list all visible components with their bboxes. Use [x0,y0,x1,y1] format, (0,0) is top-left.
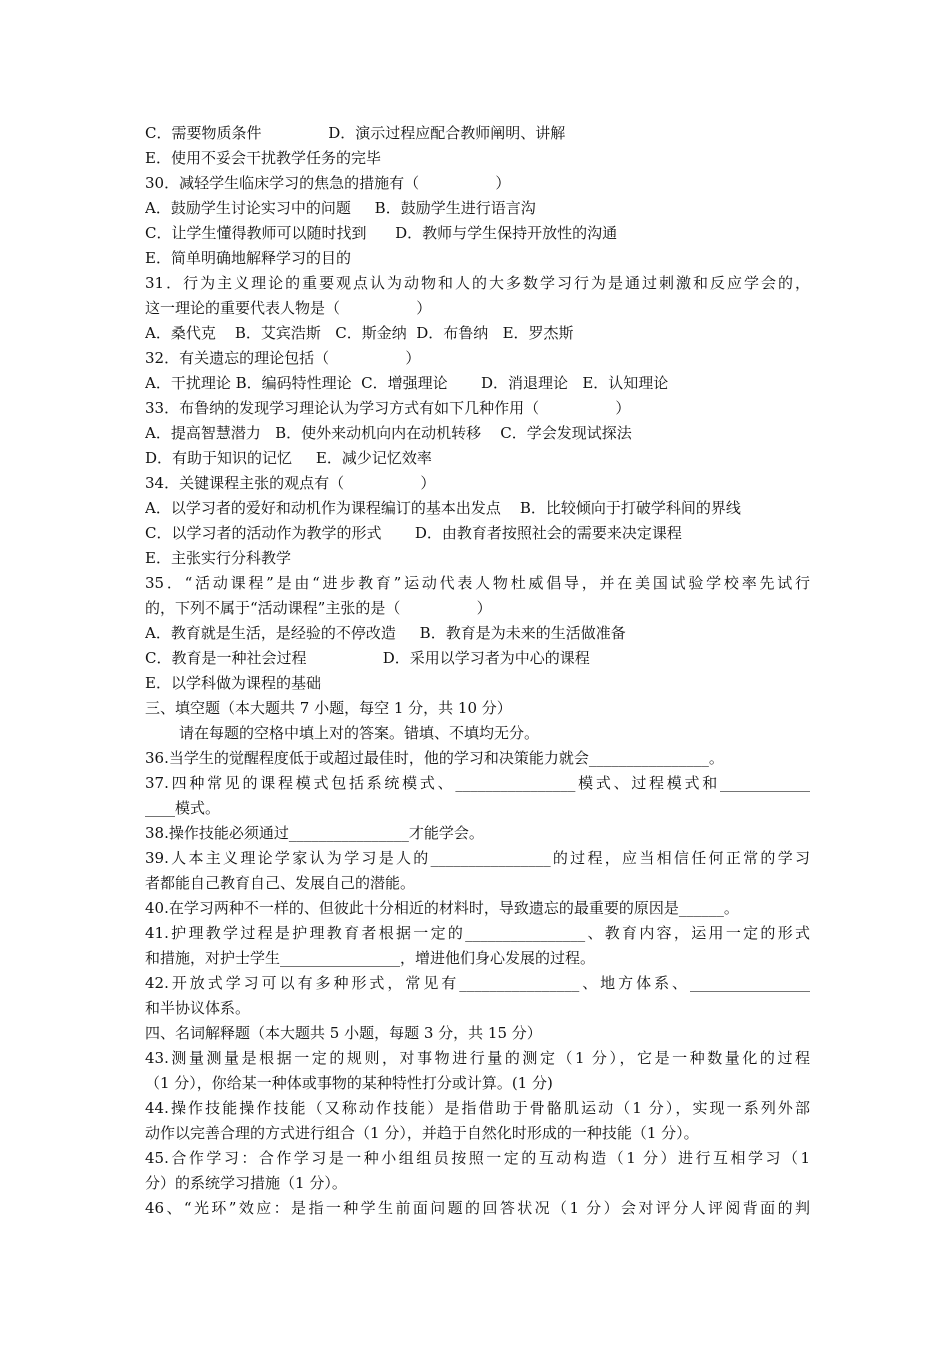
option-line-29-cd: C．需要物质条件 D．演示过程应配合教师阐明、讲解 [145,124,566,142]
question-36: 36.当学生的觉醒程度低于或超过最佳时，他的学习和决策能力就会________________。 [145,749,724,767]
question-41: 41.护理教学过程是护理教育者根据一定的________________、教育内容，运用一定的形式 [145,924,810,942]
question-33: 33．布鲁纳的发现学习理论认为学习方式有如下几种作用（ ） [145,399,631,417]
option-line-29-e: E．使用不妥会干扰教学任务的完毕 [145,149,381,167]
question-37-cont: ____模式。 [145,799,221,817]
option-line-31: A．桑代克 B．艾宾浩斯 C．斯金纳 D．布鲁纳 E．罗杰斯 [145,324,574,342]
question-39-cont: 者都能自己教育自己、发展自己的潜能。 [145,874,416,892]
answer-44: 44.操作技能操作技能（又称动作技能）是指借助于骨骼肌运动（1 分），实现一系列外部 [145,1099,810,1117]
question-35-cont: 的，下列不属于“活动课程”主张的是（ ） [145,599,492,617]
question-42: 42.开放式学习可以有多种形式，常见有________________、地方体系、________________ [145,974,810,992]
question-34: 34．关键课程主张的观点有（ ） [145,474,436,492]
question-39: 39.人本主义理论学家认为学习是人的________________的过程，应当相信任何正常的学习 [145,849,810,867]
answer-44-cont: 动作以完善合理的方式进行组合（1 分），并趋于自然化时形成的一种技能（1 分）。 [145,1124,699,1142]
section-instructions: 请在每题的空格中填上对的答案。错填、不填均无分。 [179,724,540,742]
answer-43-cont: （1 分），你给某一种体或事物的某种特性打分或计算。(1 分) [145,1074,553,1092]
option-line-33-de: D．有助于知识的记忆 E．减少记忆效率 [145,449,432,467]
question-31: 31．行为主义理论的重要观点认为动物和人的大多数学习行为是通过刺激和反应学会的， [145,274,810,292]
question-41-cont: 和措施，对护士学生________________，增进他们身心发展的过程。 [145,949,596,967]
section-heading-terms: 四、名词解释题（本大题共 5 小题，每题 3 分，共 15 分） [145,1024,542,1042]
question-42-cont: 和半协议体系。 [145,999,251,1017]
option-line-35-ab: A．教育就是生活，是经验的不停改造 B．教育是为未来的生活做准备 [145,624,626,642]
option-line-34-e: E．主张实行分科教学 [145,549,291,567]
answer-46: 46、“光环”效应：是指一种学生前面问题的回答状况（1 分）会对评分人评阅背面的判 [145,1199,810,1217]
answer-45: 45.合作学习：合作学习是一种小组组员按照一定的互动构造（1 分）进行互相学习（1 [145,1149,810,1167]
document-body [145,121,810,1221]
question-38: 38.操作技能必须通过________________才能学会。 [145,824,484,842]
option-line-34-ab: A．以学习者的爱好和动机作为课程编订的基本出发点 B．比较倾向于打破学科间的界线 [145,499,741,517]
answer-45-cont: 分）的系统学习措施（1 分）。 [145,1174,347,1192]
question-32: 32．有关遗忘的理论包括（ ） [145,349,421,367]
question-35: 35．“活动课程”是由“进步教育”运动代表人物杜威倡导，并在美国试验学校率先试行 [145,574,810,592]
question-31-cont: 这一理论的重要代表人物是（ ） [145,299,432,317]
question-40: 40.在学习两种不一样的、但彼此十分相近的材料时，导致遗忘的最重要的原因是______。 [145,899,739,917]
question-30: 30．减轻学生临床学习的焦急的措施有（ ） [145,174,511,192]
option-line-35-e: E．以学科做为课程的基础 [145,674,321,692]
answer-43: 43.测量测量是根据一定的规则，对事物进行量的测定（1 分），它是一种数量化的过程 [145,1049,810,1067]
option-line-30-ab: A．鼓励学生讨论实习中的问题 B．鼓励学生进行语言沟 [145,199,536,217]
question-37: 37.四种常见的课程模式包括系统模式、________________模式、过程模式和____________ [145,774,810,792]
option-line-30-cd: C．让学生懂得教师可以随时找到 D．教师与学生保持开放性的沟通 [145,224,618,242]
option-line-33-abc: A．提高智慧潜力 B．使外来动机向内在动机转移 C．学会发现试探法 [145,424,632,442]
option-line-32: A．干扰理论 B．编码特性理论 C．增强理论 D．消退理论 E．认知理论 [145,374,669,392]
section-heading-fill-in: 三、填空题（本大题共 7 小题，每空 1 分，共 10 分） [145,699,512,717]
option-line-30-e: E．简单明确地解释学习的目的 [145,249,351,267]
option-line-35-cd: C．教育是一种社会过程 D．采用以学习者为中心的课程 [145,649,590,667]
option-line-34-cd: C．以学习者的活动作为教学的形式 D．由教育者按照社会的需要来决定课程 [145,524,682,542]
